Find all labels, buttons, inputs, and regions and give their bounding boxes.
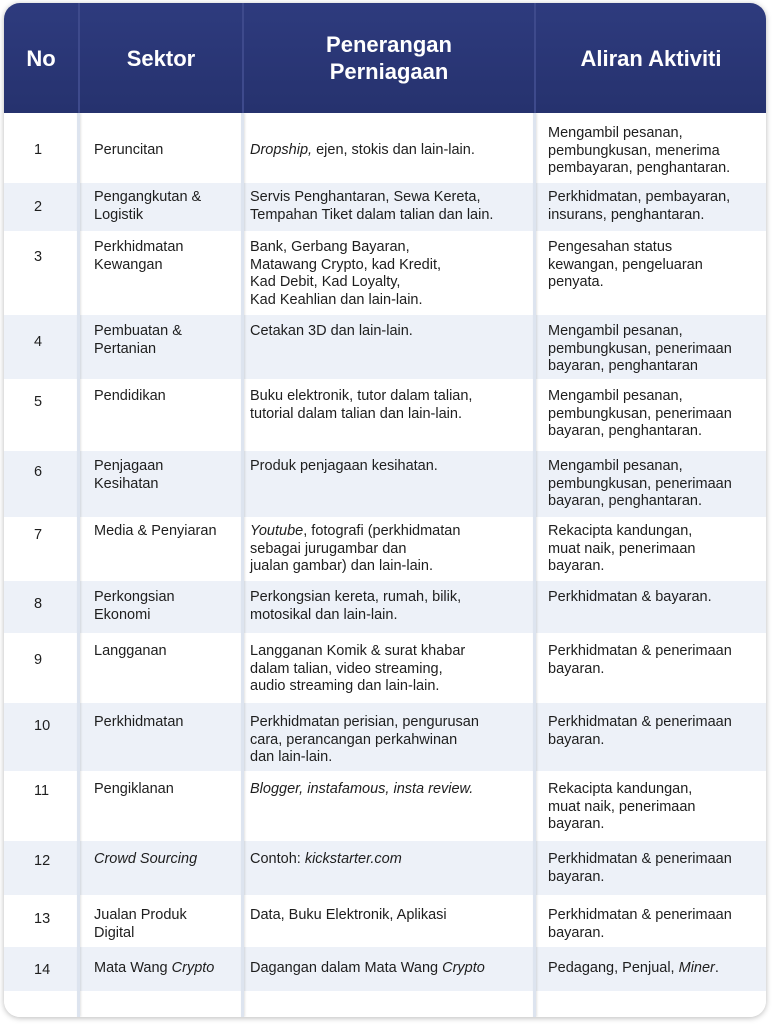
row-aliran: Perkhidmatan, pembayaran, insurans, penghantaran.: [548, 189, 731, 223]
row-penerangan: Perkhidmatan perisian, pengurusan cara, perancangan perkahwinan dan lain-lain.: [250, 714, 479, 765]
row-sektor: Pengangkutan & Logistik: [94, 189, 202, 223]
table-row: [4, 113, 766, 183]
row-sektor: Perkhidmatan: [94, 714, 184, 730]
row-no: 9: [34, 652, 43, 668]
row-aliran: [548, 960, 719, 978]
row-sektor-text: Mata Wang: [94, 960, 172, 976]
row-penerangan: [250, 851, 402, 869]
table-row: [4, 379, 766, 451]
row-sektor: Jualan Produk Digital: [94, 907, 187, 941]
empty-row: [4, 991, 766, 1017]
row-no: 3: [34, 249, 43, 265]
row-aliran: Mengambil pesanan, pembungkusan, menerima pembayaran, penghantaran.: [548, 125, 731, 176]
row-penerangan: Buku elektronik, tutor dalam talian, tutorial dalam talian dan lain-lain.: [250, 388, 473, 422]
header-no: No: [26, 45, 56, 71]
table-row: [4, 451, 766, 517]
row-aliran: Perkhidmatan & bayaran.: [548, 589, 712, 605]
row-aliran: Mengambil pesanan, pembungkusan, penerimaan bayaran, penghantaran.: [548, 458, 732, 509]
row-no: 13: [34, 911, 51, 927]
row-penerangan-italic: Youtube: [250, 523, 304, 539]
header-divider: [78, 3, 80, 113]
column-divider: [77, 113, 80, 1017]
table-header: [4, 3, 766, 113]
row-penerangan: [250, 523, 460, 576]
header-divider: [534, 3, 536, 113]
row-aliran-tail: .: [714, 960, 719, 976]
row-penerangan: [250, 960, 485, 978]
row-penerangan: Perkongsian kereta, rumah, bilik, motosikal dan lain-lain.: [250, 589, 462, 623]
row-aliran: Mengambil pesanan, pembungkusan, penerimaan bayaran, penghantaran: [548, 323, 732, 374]
row-no: 12: [34, 853, 51, 869]
row-aliran: Rekacipta kandungan, muat naik, penerimaan bayaran.: [548, 781, 696, 832]
table-row: [4, 947, 766, 991]
activity-table: [4, 3, 766, 1017]
table-row: [4, 517, 766, 581]
row-sektor: Langganan: [94, 643, 167, 659]
row-penerangan: [250, 142, 475, 160]
row-penerangan-text: , fotografi (perkhidmatan sebagai jurugambar dan jualan gambar) dan lain-lain.: [250, 523, 461, 574]
table-row: [4, 581, 766, 633]
row-no: 11: [34, 783, 50, 799]
table-row: [4, 703, 766, 771]
row-no: 4: [34, 334, 43, 350]
column-divider: [533, 113, 536, 1017]
row-no: 7: [34, 527, 43, 543]
row-penerangan-text: ejen, stokis dan lain-lain.: [312, 142, 475, 158]
row-aliran: Pengesahan status kewangan, pengeluaran penyata.: [548, 239, 703, 290]
row-penerangan: Bank, Gerbang Bayaran, Matawang Crypto, kad Kredit, Kad Debit, Kad Loyalty, Kad Keahlian dan lain-lain.: [250, 239, 442, 308]
table-row: [4, 633, 766, 703]
row-penerangan: Produk penjagaan kesihatan.: [250, 458, 438, 474]
row-sektor: Pendidikan: [94, 388, 166, 404]
row-penerangan-italic: Crypto: [442, 960, 485, 976]
row-sektor: Penjagaan Kesihatan: [94, 458, 164, 492]
table-row: [4, 231, 766, 315]
row-no: 1: [34, 142, 43, 158]
row-penerangan: Langganan Komik & surat khabar dalam talian, video streaming, audio streaming dan lain-lain.: [250, 643, 466, 694]
row-penerangan-italic: Dropship,: [250, 142, 313, 158]
row-aliran: Perkhidmatan & penerimaan bayaran.: [548, 714, 732, 748]
row-penerangan-italic: Blogger, instafamous, insta review.: [250, 781, 474, 797]
header-penerangan: Penerangan Perniagaan: [326, 32, 452, 84]
row-no: 6: [34, 464, 43, 480]
table-row: [4, 841, 766, 895]
header-sektor: Sektor: [126, 45, 196, 71]
row-sektor: Media & Penyiaran: [94, 523, 217, 539]
row-penerangan: [250, 781, 473, 799]
row-penerangan: Cetakan 3D dan lain-lain.: [250, 323, 413, 339]
row-aliran: Perkhidmatan & penerimaan bayaran.: [548, 643, 732, 677]
table-row: [4, 895, 766, 947]
row-sektor: Peruncitan: [94, 142, 164, 158]
row-penerangan-text: Dagangan dalam Mata Wang: [250, 960, 443, 976]
row-aliran: Perkhidmatan & penerimaan bayaran.: [548, 851, 732, 885]
row-sektor: Perkhidmatan Kewangan: [94, 239, 184, 273]
row-no: 5: [34, 394, 43, 410]
row-no: 2: [34, 199, 43, 215]
row-aliran: Mengambil pesanan, pembungkusan, penerimaan bayaran, penghantaran.: [548, 388, 732, 439]
row-sektor: Perkongsian Ekonomi: [94, 589, 175, 623]
row-sektor: [94, 960, 214, 978]
column-divider: [241, 113, 244, 1017]
header-aliran: Aliran Aktiviti: [580, 45, 722, 71]
table-row: [4, 771, 766, 841]
row-penerangan: Servis Penghantaran, Sewa Kereta, Tempahan Tiket dalam talian dan lain.: [250, 189, 494, 223]
header-divider: [242, 3, 244, 113]
row-no: 10: [34, 718, 51, 734]
table-row: [4, 183, 766, 231]
row-aliran-italic: Miner: [678, 960, 715, 976]
row-penerangan: Data, Buku Elektronik, Aplikasi: [250, 907, 447, 923]
row-sektor-italic: Crypto: [171, 960, 215, 976]
row-no: 8: [34, 596, 43, 612]
row-penerangan-text: Contoh:: [250, 851, 305, 867]
row-sektor: Pembuatan & Pertanian: [94, 323, 182, 357]
row-sektor-italic: Crowd Sourcing: [94, 851, 198, 867]
row-no: 14: [34, 962, 51, 978]
row-penerangan-italic: kickstarter.com: [304, 851, 402, 867]
row-aliran: Perkhidmatan & penerimaan bayaran.: [548, 907, 732, 941]
row-sektor: Pengiklanan: [94, 781, 174, 797]
row-aliran: Rekacipta kandungan, muat naik, penerimaan bayaran.: [548, 523, 696, 574]
table-row: [4, 315, 766, 379]
row-aliran-text: Pedagang, Penjual,: [548, 960, 679, 976]
row-sektor: [94, 851, 197, 869]
